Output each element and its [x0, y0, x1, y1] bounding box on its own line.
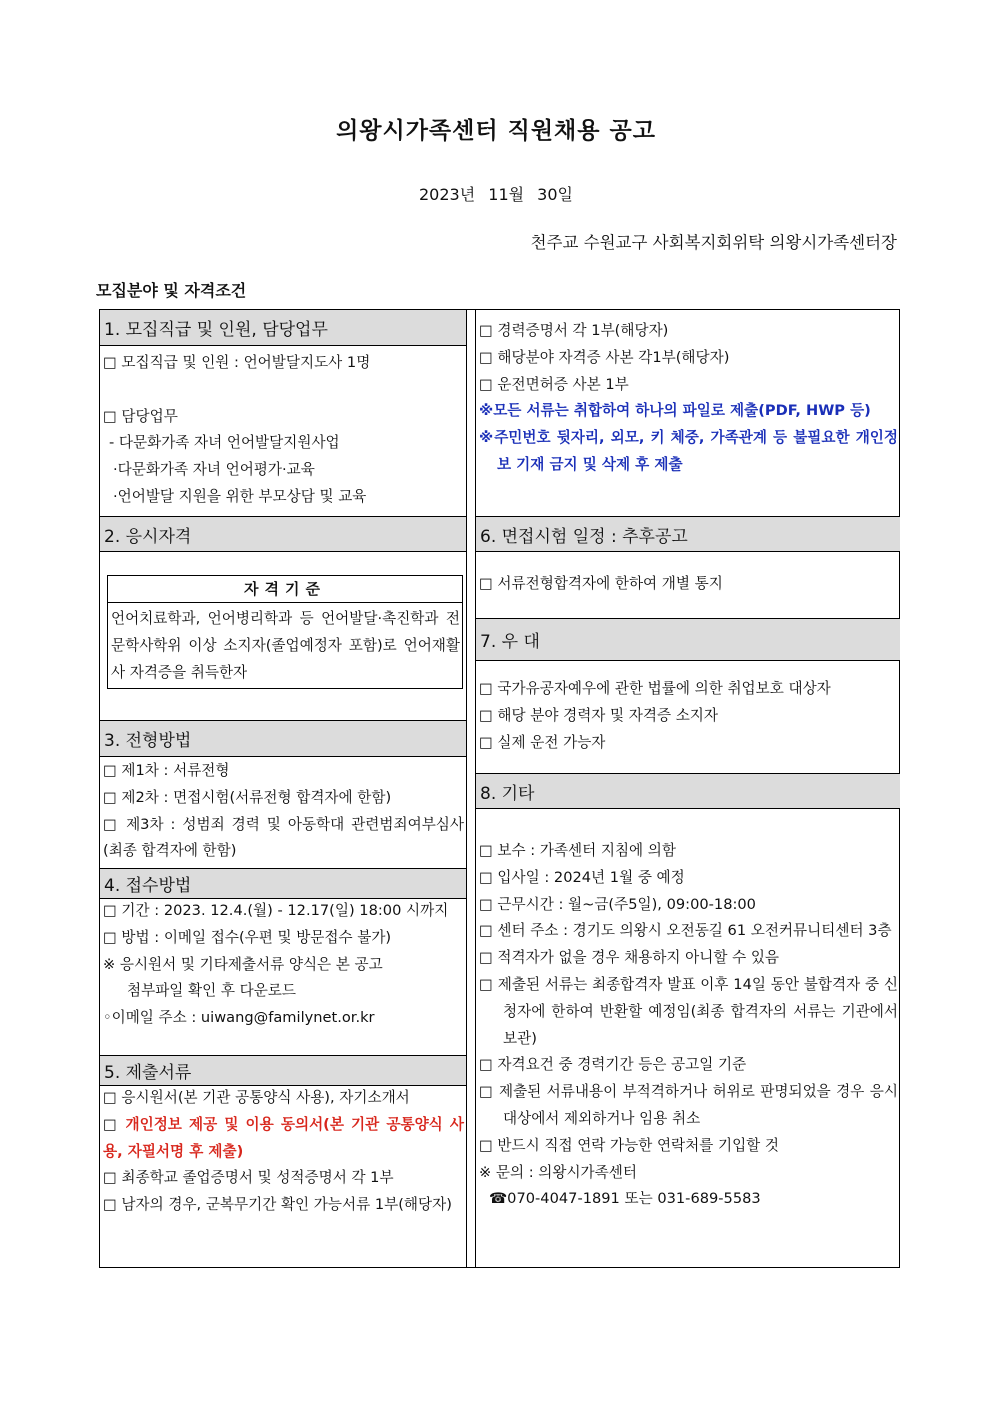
- application-note: ※ 응시원서 및 기타제출서류 양식은 본 공고: [103, 955, 383, 973]
- screening-step: □ 제1차 : 서류전형: [103, 762, 230, 779]
- announcement-date: 2023년 11월 30일: [419, 185, 573, 204]
- section-heading: 모집분야 및 자격조건: [96, 281, 247, 300]
- interview-notice: □ 서류전형합격자에 한하여 개별 통지: [479, 575, 723, 592]
- etc-item: □ 센터 주소 : 경기도 의왕시 오전동길 61 오전커뮤니티센터 3층: [479, 922, 892, 940]
- preference-item: □ 국가유공자예우에 관한 법률에 의한 취업보호 대상자: [479, 680, 831, 697]
- section-6-header: 6. 면접시험 일정 : 추후공고: [476, 516, 900, 552]
- contact-heading: ※ 문의 : 의왕시가족센터: [479, 1163, 637, 1181]
- duty-item: ·다문화가족 자녀 언어평가·교육: [113, 461, 315, 479]
- consent-form-note: 개인정보 제공 및 이용 동의서(본 기관 공통양식 사용, 자필서명 후 제출): [103, 1115, 464, 1160]
- document-item-consent: □ 개인정보 제공 및 이용 동의서(본 기관 공통양식 사용, 자필서명 후 제출): [103, 1115, 464, 1160]
- section-8-body: [479, 838, 898, 1213]
- etc-item: □ 제출된 서류는 최종합격자 발표 이후 14일 동안 불합격자 중 신청자에 한하여 반환할 예정임(최종 합격자의 서류는 기관에서 보관): [479, 975, 898, 1047]
- application-note: 첨부파일 확인 후 다운로드: [127, 982, 296, 1000]
- position-line: □ 모집직급 및 인원 : 언어발달지도사 1명: [103, 354, 371, 371]
- section-5-body: [103, 1085, 464, 1219]
- screening-step: □ 제3차 : 성범죄 경력 및 아동학대 관련범죄여부심사(최종 합격자에 한함): [103, 815, 464, 860]
- application-method: □ 방법 : 이메일 접수(우편 및 방문접수 불가): [103, 928, 392, 946]
- etc-item: □ 제출된 서류내용이 부적격하거나 허위로 판명되었을 경우 응시대상에서 제외하거나 임용 취소: [479, 1083, 898, 1127]
- privacy-note: ※주민번호 뒷자리, 외모, 키 체중, 가족관계 등 불필요한 개인정보 기재 금지 및 삭제 후 제출: [479, 429, 898, 473]
- section-7-header: 7. 우 대: [476, 618, 900, 661]
- screening-step: □ 제2차 : 면접시험(서류전형 합격자에 한함): [103, 788, 392, 806]
- document-item: □ 최종학교 졸업증명서 및 성적증명서 각 1부: [103, 1169, 394, 1187]
- document-item: □ 남자의 경우, 군복무기간 확인 가능서류 1부(해당자): [103, 1196, 452, 1214]
- issuer: 천주교 수원교구 사회복지회위탁 의왕시가족센터장: [530, 233, 897, 252]
- section-3-header: 3. 전형방법: [100, 720, 466, 757]
- section-5-header: 5. 제출서류: [100, 1055, 466, 1086]
- document-title: 의왕시가족센터 직원채용 공고: [336, 118, 656, 144]
- duty-item: - 다문화가족 자녀 언어발달지원사업: [109, 434, 340, 452]
- section-6-body: [479, 571, 898, 598]
- application-period: □ 기간 : 2023. 12.4.(월) - 12.17(일) 18:00 시까지: [103, 902, 449, 919]
- preference-item: □ 해당 분야 경력자 및 자격증 소지자: [479, 706, 718, 724]
- section-5-continued: [479, 318, 898, 479]
- section-4-header: 4. 접수방법: [100, 868, 466, 899]
- contact-phone: ☎070-4047-1891 또는 031-689-5583: [489, 1190, 761, 1208]
- etc-item: □ 반드시 직접 연락 가능한 연락처를 기입할 것: [479, 1136, 780, 1154]
- left-column: [100, 310, 467, 1267]
- duties-heading: □ 담당업무: [103, 407, 178, 425]
- document-item: □ 경력증명서 각 1부(해당자): [479, 322, 669, 339]
- etc-item: □ 적격자가 없을 경우 채용하지 아니할 수 있음: [479, 949, 780, 967]
- etc-item: □ 보수 : 가족센터 지침에 의함: [479, 842, 676, 859]
- qualification-title: 자격기준: [108, 576, 462, 603]
- preference-item: □ 실제 운전 가능자: [479, 733, 606, 751]
- section-7-body: [479, 676, 898, 756]
- etc-item: □ 근무시간 : 월~금(주5일), 09:00-18:00: [479, 895, 756, 913]
- section-1-header: 1. 모집직급 및 인원, 담당업무: [100, 310, 466, 346]
- section-4-body: [103, 898, 464, 1032]
- duty-item: ·언어발달 지원을 위한 부모상담 및 교육: [113, 487, 367, 505]
- section-8-header: 8. 기타: [476, 773, 900, 809]
- etc-item: □ 자격요건 중 경력기간 등은 공고일 기준: [479, 1056, 747, 1074]
- qualification-box: [107, 575, 463, 689]
- submission-note: ※모든 서류는 취합하여 하나의 파일로 제출(PDF, HWP 등): [479, 402, 871, 420]
- right-column: [475, 310, 900, 1267]
- document-item: □ 응시원서(본 기관 공통양식 사용), 자기소개서: [103, 1089, 410, 1106]
- email-address: ◦이메일 주소 : uiwang@familynet.or.kr: [103, 1009, 375, 1027]
- etc-item: □ 입사일 : 2024년 1월 중 예정: [479, 868, 685, 886]
- qualification-text: 언어치료학과, 언어병리학과 등 언어발달·촉진학과 전문학사학위 이상 소지자(졸업예정자 포함)로 언어재활사 자격증을 취득한자: [111, 610, 460, 681]
- document-item: □ 운전면허증 사본 1부: [479, 375, 629, 393]
- section-2-header: 2. 응시자격: [100, 516, 466, 552]
- section-3-body: [103, 758, 464, 865]
- section-1-body: [103, 350, 464, 511]
- recruitment-table: [99, 309, 900, 1268]
- document-item: □ 해당분야 자격증 사본 각1부(해당자): [479, 348, 730, 366]
